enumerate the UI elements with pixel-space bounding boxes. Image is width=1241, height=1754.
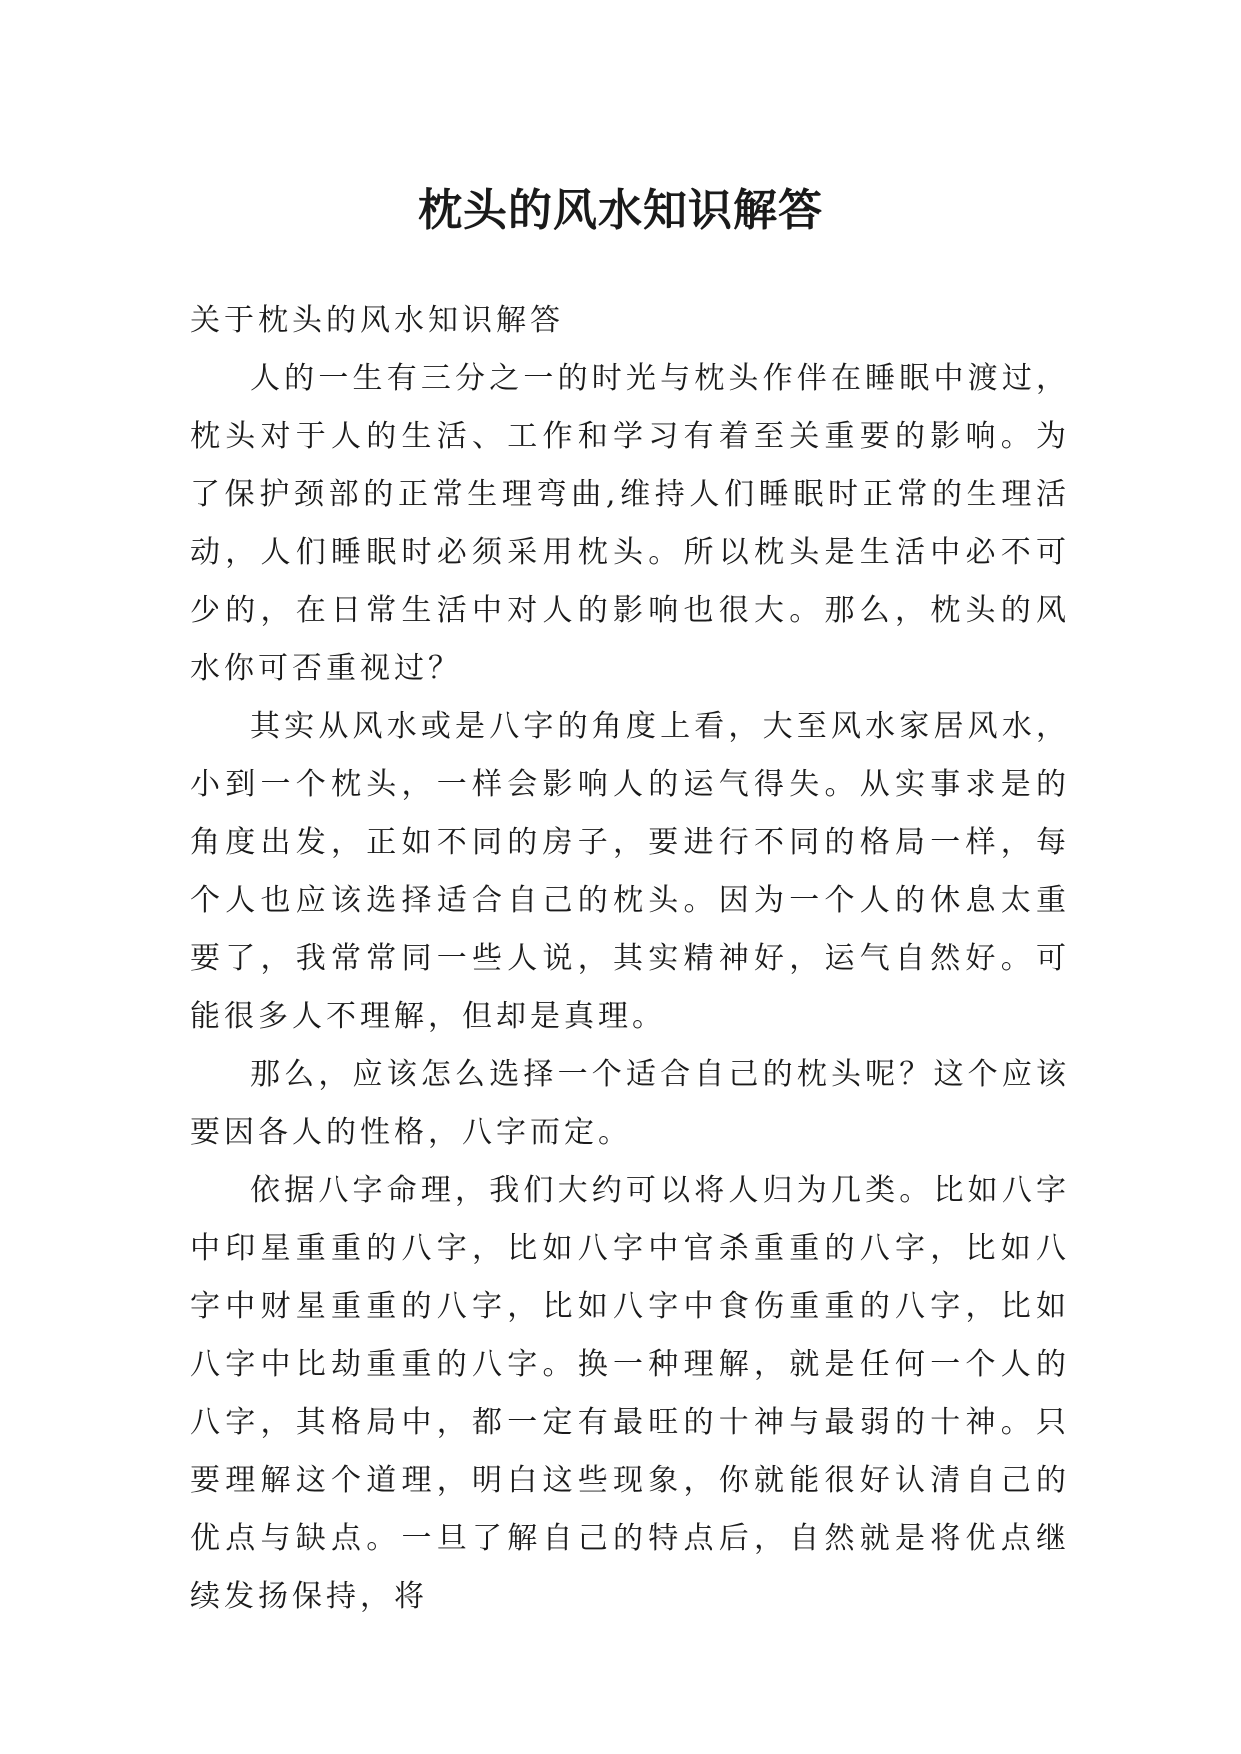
paragraph: 其实从风水或是八字的角度上看，大至风水家居风水，小到一个枕头，一样会影响人的运气得失。从实事求是的角度出发，正如不同的房子，要进行不同的格局一样，每个人也应该选择适合自己的枕头。因为一个人的休息太重要了，我常常同一些人说，其实精神好，运气自然好。可能很多人不理解，但却是真理。 bbox=[190, 709, 1070, 1034]
document-subtitle: 关于枕头的风水知识解答 bbox=[190, 303, 564, 338]
document-title: 枕头的风水知识解答 bbox=[418, 185, 823, 237]
document-body bbox=[190, 292, 1070, 1626]
paragraph: 那么，应该怎么选择一个适合自己的枕头呢？这个应该要因各人的性格，八字而定。 bbox=[190, 1057, 1070, 1150]
paragraph: 人的一生有三分之一的时光与枕头作伴在睡眠中渡过，枕头对于人的生活、工作和学习有着至关重要的影响。为了保护颈部的正常生理弯曲,维持人们睡眠时正常的生理活动，人们睡眠时必须采用枕头。所以枕头是生活中必不可少的，在日常生活中对人的影响也很大。那么，枕头的风水你可否重视过？ bbox=[190, 361, 1070, 686]
paragraph: 依据八字命理，我们大约可以将人归为几类。比如八字中印星重重的八字，比如八字中官杀重重的八字，比如八字中财星重重的八字，比如八字中食伤重重的八字，比如八字中比劫重重的八字。换一种理解，就是任何一个人的八字，其格局中，都一定有最旺的十神与最弱的十神。只要理解这个道理，明白这些现象，你就能很好认清自己的优点与缺点。一旦了解自己的特点后，自然就是将优点继续发扬保持，将 bbox=[190, 1173, 1070, 1614]
